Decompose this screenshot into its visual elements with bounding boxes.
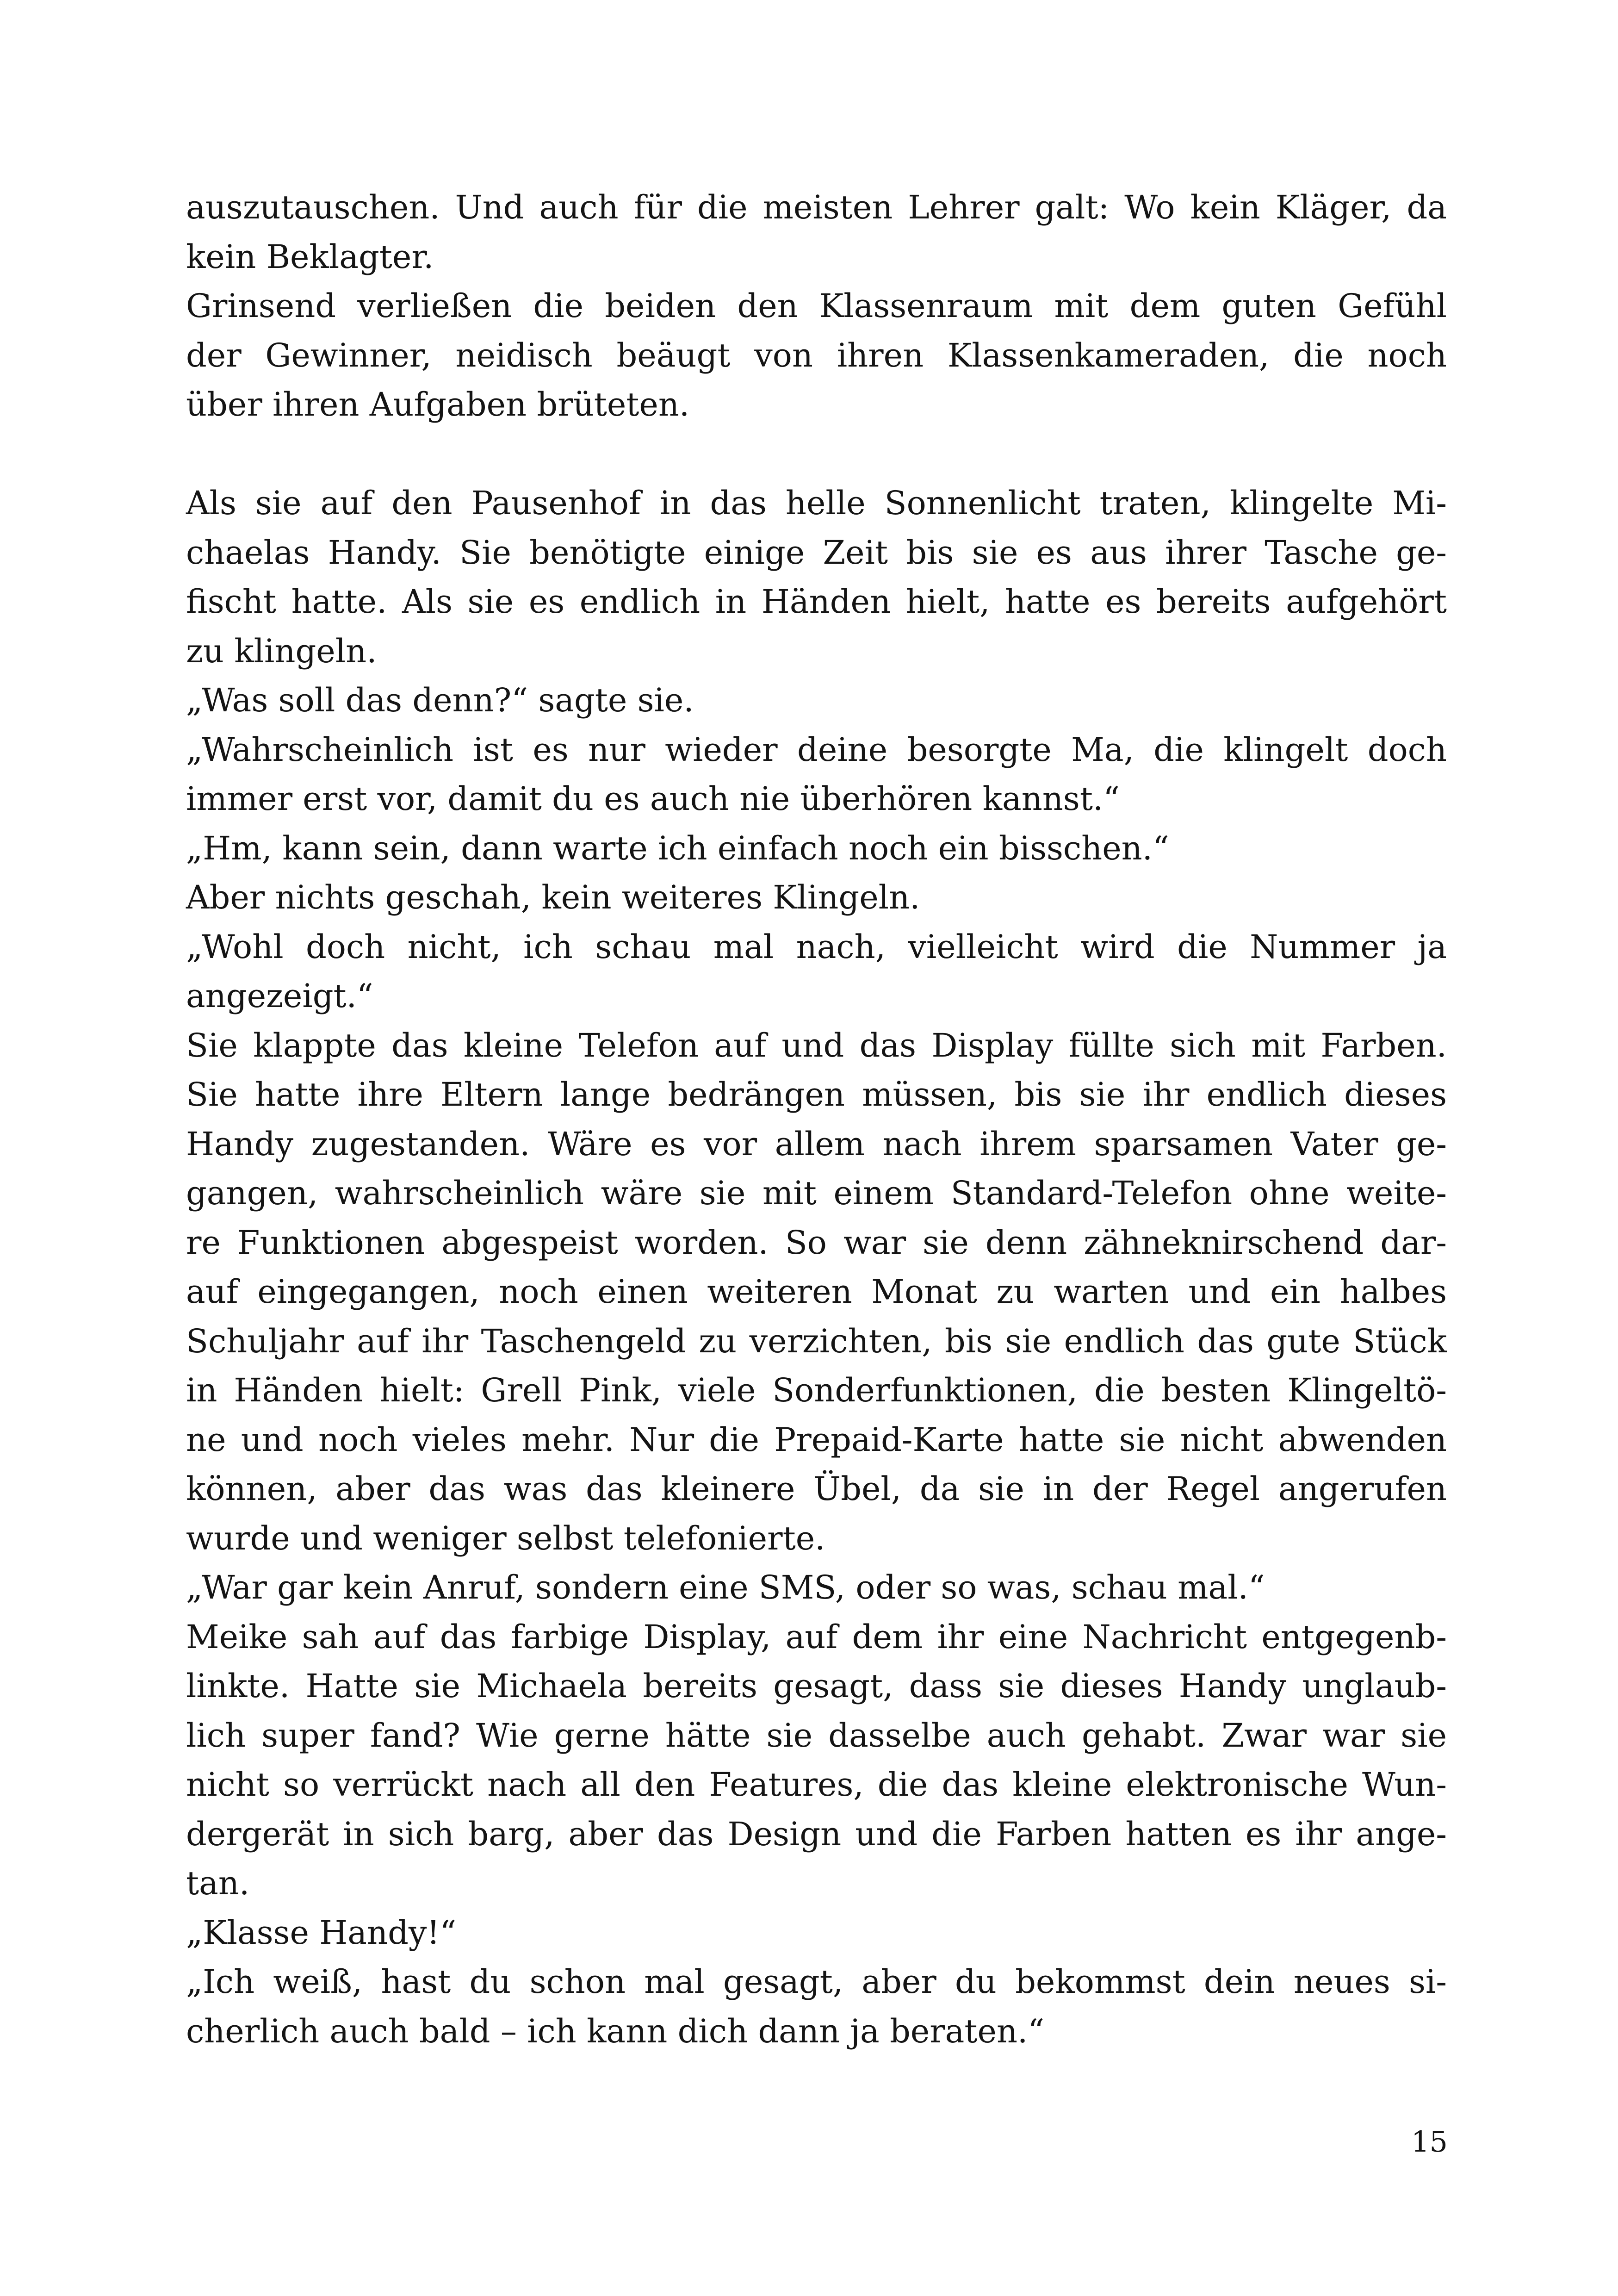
text-line: „Ich weiß, hast du schon mal gesagt, aber du bekommst dein neues si- — [186, 1963, 1447, 2001]
blank-line — [186, 429, 1447, 479]
text-line: gangen, wahrscheinlich wäre sie mit einem Standard-Telefon ohne weite- — [186, 1174, 1447, 1212]
text-line: lich super fand? Wie gerne hätte sie dasselbe auch gehabt. Zwar war sie — [186, 1716, 1447, 1755]
text-line: Handy zugestanden. Wäre es vor allem nach ihrem sparsamen Vater ge- — [186, 1125, 1447, 1163]
text-line: Sie hatte ihre Eltern lange bedrängen müssen, bis sie ihr endlich dieses — [186, 1076, 1447, 1114]
text-line: dergerät in sich barg, aber das Design und die Farben hatten es ihr ange- — [186, 1815, 1447, 1853]
text-line: Schuljahr auf ihr Taschengeld zu verzichten, bis sie endlich das gute Stück — [186, 1322, 1447, 1360]
text-line: können, aber das was das kleinere Übel, da sie in der Regel angerufen — [186, 1470, 1447, 1508]
text-line: nicht so verrückt nach all den Features, die das kleine elektronische Wun- — [186, 1766, 1447, 1804]
text-line: „Wahrscheinlich ist es nur wieder deine besorgte Ma, die klingelt doch — [186, 730, 1447, 769]
text-line: re Funktionen abgespeist worden. So war sie denn zähneknirschend dar- — [186, 1223, 1447, 1262]
text-line: in Händen hielt: Grell Pink, viele Sonderfunktionen, die besten Klingeltö- — [186, 1371, 1447, 1409]
text-line: Als sie auf den Pausenhof in das helle Sonnenlicht traten, klingelte Mi- — [186, 484, 1447, 522]
text-line: „Hm, kann sein, dann warte ich einfach noch ein bisschen.“ — [186, 829, 1169, 867]
text-line: tan. — [186, 1864, 250, 1902]
text-line: wurde und weniger selbst telefonierte. — [186, 1519, 825, 1557]
text-line: zu klingeln. — [186, 632, 377, 670]
text-line: angezeigt.“ — [186, 977, 373, 1015]
text-line: chaelas Handy. Sie benötigte einige Zeit bis sie es aus ihrer Tasche ge- — [186, 533, 1447, 572]
text-line: cherlich auch bald – ich kann dich dann ja beraten.“ — [186, 2012, 1045, 2050]
page-number: 15 — [1411, 2125, 1448, 2159]
text-line: „Klasse Handy!“ — [186, 1913, 457, 1952]
text-line: fischt hatte. Als sie es endlich in Händen hielt, hatte es bereits aufgehört — [186, 583, 1447, 621]
text-line: der Gewinner, neidisch beäugt von ihren Klassenkameraden, die noch — [186, 336, 1447, 374]
text-line: Grinsend verließen die beiden den Klassenraum mit dem guten Gefühl — [186, 287, 1447, 325]
text-line: immer erst vor, damit du es auch nie überhören kannst.“ — [186, 780, 1120, 818]
text-line: über ihren Aufgaben brüteten. — [186, 386, 690, 423]
text-line: Sie klappte das kleine Telefon auf und das Display füllte sich mit Farben. — [186, 1026, 1447, 1064]
text-line: ne und noch vieles mehr. Nur die Prepaid-Karte hatte sie nicht abwenden — [186, 1420, 1447, 1459]
text-line: „War gar kein Anruf, sondern eine SMS, oder so was, schau mal.“ — [186, 1568, 1265, 1606]
text-line: „Wohl doch nicht, ich schau mal nach, vielleicht wird die Nummer ja — [186, 927, 1447, 966]
text-line: „Was soll das denn?“ sagte sie. — [186, 681, 694, 719]
text-line: linkte. Hatte sie Michaela bereits gesagt, dass sie dieses Handy unglaub- — [186, 1667, 1447, 1705]
text-line: Aber nichts geschah, kein weiteres Klingeln. — [186, 878, 920, 916]
text-line: auszutauschen. Und auch für die meisten Lehrer galt: Wo kein Kläger, da — [186, 188, 1447, 226]
text-line: auf eingegangen, noch einen weiteren Monat zu warten und ein halbes — [186, 1273, 1447, 1311]
text-line: Meike sah auf das farbige Display, auf dem ihr eine Nachricht entgegenb- — [186, 1618, 1447, 1656]
text-line: kein Beklagter. — [186, 237, 434, 276]
body-text — [186, 183, 1447, 2056]
